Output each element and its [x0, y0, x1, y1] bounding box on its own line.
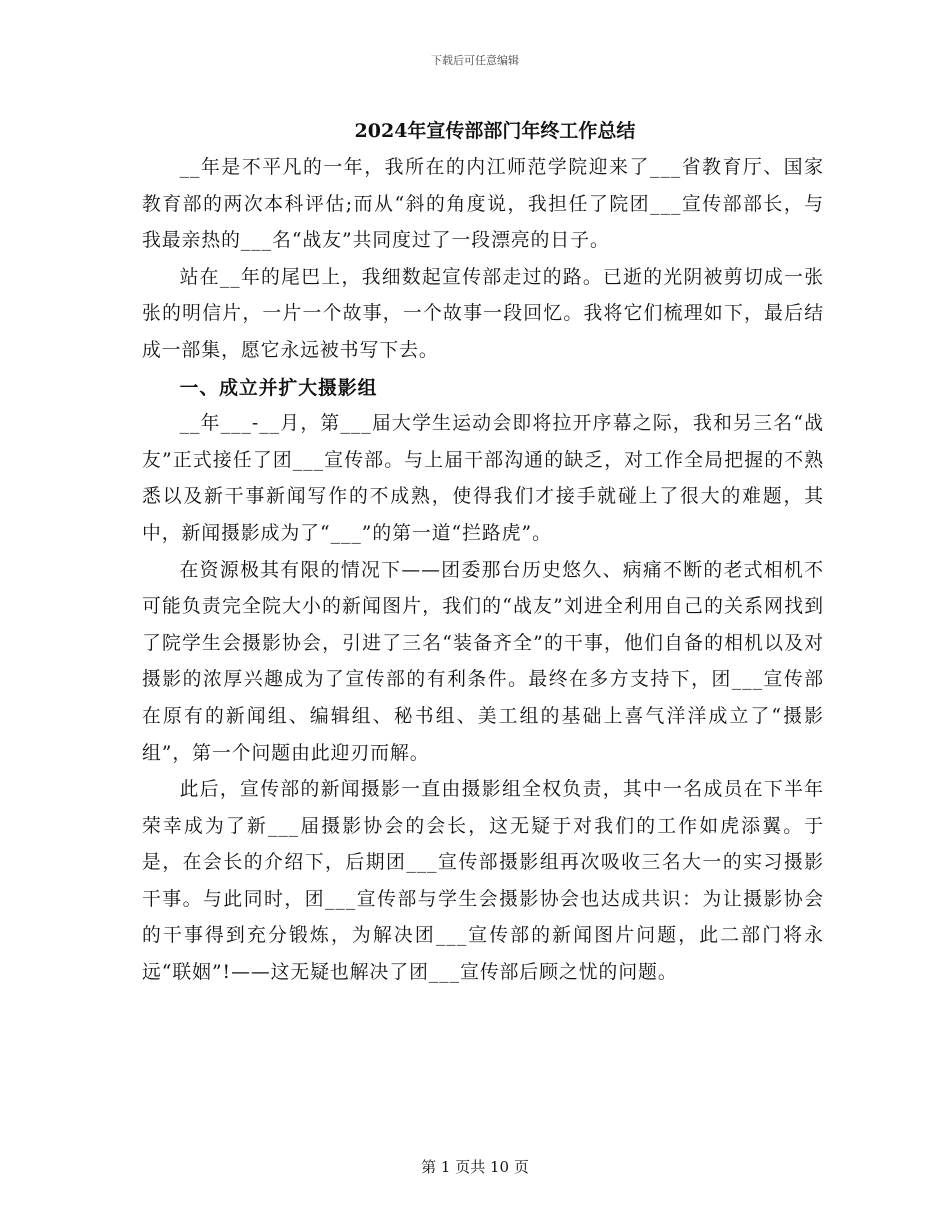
document-title: 2024年宣传部部门年终工作总结	[354, 120, 636, 142]
header-note: 下载后可任意编辑	[431, 54, 519, 67]
section-paragraph-2: 在资源极其有限的情况下——团委那台历史悠久、病痛不断的老式相机不可能负责完全院大小的新闻图片，我们的“战友”刘进全利用自己的关系网找到了院学生会摄影协会，引进了三名“装备齐全”的干事，他们自备的相机以及对摄影的浓厚兴趣成为了宣传部的有利条件。最终在多方支持下，团___宣传部在原有的新闻组、编辑组、秘书组、美工组的基础上喜气洋洋成立了“摄影组”，第一个问题由此迎刃而解。	[142, 559, 824, 764]
section-paragraph-3: 此后，宣传部的新闻摄影一直由摄影组全权负责，其中一名成员在下半年荣幸成为了新___届摄影协会的会长，这无疑于对我们的工作如虎添翼。于是，在会长的介绍下，后期团___宣传部摄影组再次吸收三名大一的实习摄影干事。与此同时，团___宣传部与学生会摄影协会也达成共识：为让摄影协会的干事得到充分锻炼，为解决团___宣传部的新闻图片问题，此二部门将永远“联姻”!——这无疑也解决了团___宣传部后顾之忧的问题。	[142, 779, 824, 984]
intro-paragraph-2: 站在__年的尾巴上，我细数起宣传部走过的路。已逝的光阴被剪切成一张张的明信片，一片一个故事，一个故事一段回忆。我将它们梳理如下，最后结成一部集，愿它永远被书写下去。	[142, 266, 824, 361]
page-footer: 第 1 页共 10 页	[421, 1158, 529, 1176]
section-heading: 一、成立并扩大摄影组	[179, 376, 378, 399]
document-body	[142, 150, 824, 992]
intro-paragraph-1: __年是不平凡的一年，我所在的内江师范学院迎来了___省教育厅、国家教育部的两次本科评估;而从“斜的角度说，我担任了院团___宣传部部长，与我最亲热的___名“战友”共同度过了一段漂亮的日子。	[142, 157, 824, 252]
section-paragraph-1: __年___-__月，第___届大学生运动会即将拉开序幕之际，我和另三名“战友”正式接任了团___宣传部。与上届干部沟通的缺乏，对工作全局把握的不熟悉以及新干事新闻写作的不成熟，使得我们才接手就碰上了很大的难题，其中，新闻摄影成为了“___”的第一道“拦路虎”。	[142, 413, 824, 544]
